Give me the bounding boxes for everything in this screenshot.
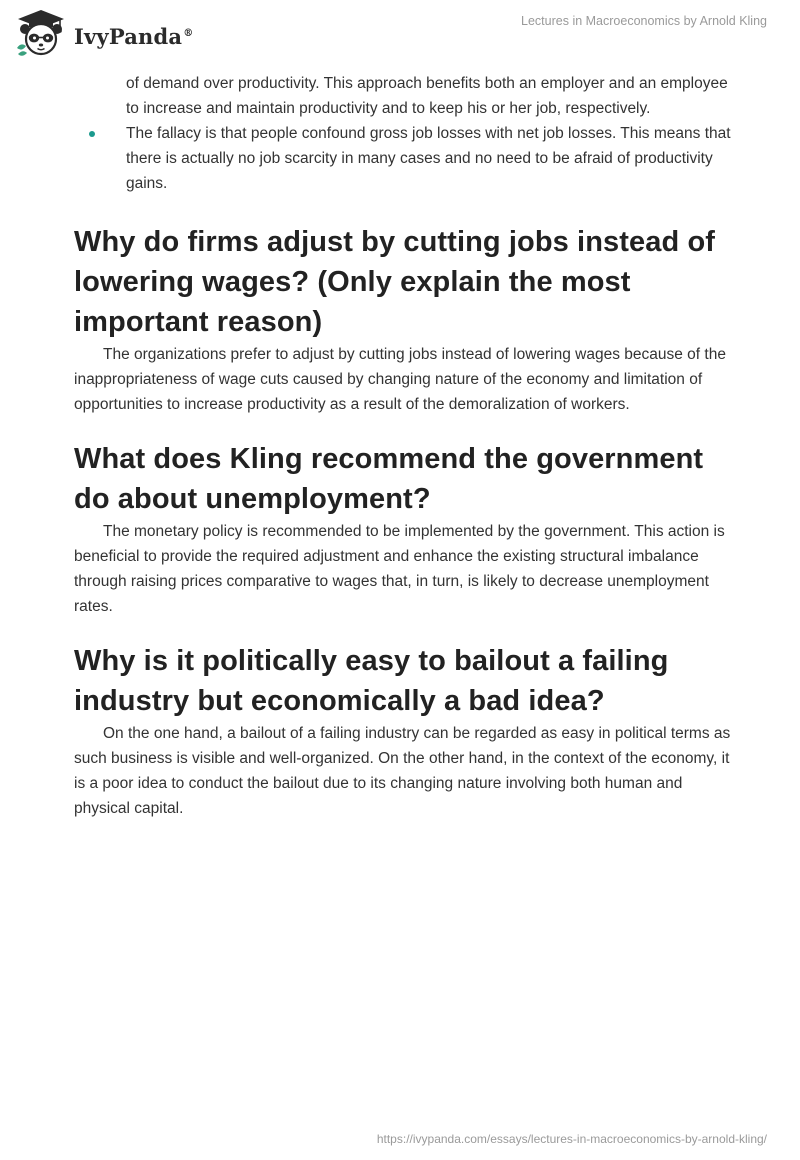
section-heading-job-cuts: Why do firms adjust by cutting jobs instead of lowering wages? (Only explain the most important reason): [74, 226, 716, 338]
ivypanda-logo[interactable]: [14, 8, 193, 58]
panda-graduate-icon: [14, 8, 68, 58]
continued-bullet-text: of demand over productivity. This approach benefits both an employer and an employee to increase and maintain productivity and to keep his or her job, respectively.: [126, 75, 728, 117]
section-body-bailout: On the one hand, a bailout of a failing industry can be regarded as easy in political terms as such business is visible and well-organized. On the other hand, in the context of the economy, it is a poor idea to conduct the bailout due to its changing nature involving both human and physical capital.: [74, 725, 731, 817]
logo-wordmark: IvyPanda®: [74, 23, 194, 49]
bullet-text: The fallacy is that people confound gross job losses with net job losses. This means that there is actually no job scarcity in many cases and no need to be afraid of productivity gains.: [126, 125, 731, 192]
essay-content: [74, 71, 734, 821]
document-title: Lectures in Macroeconomics by Arnold Kling: [521, 14, 767, 28]
page-header: [0, 0, 800, 64]
section-body-job-cuts: The organizations prefer to adjust by cutting jobs instead of lowering wages because of the inappropriateness of wage cuts caused by changing nature of the economy and limitation of opportunities to increase productivity as a result of the demoralization of workers.: [74, 346, 726, 413]
source-url-link[interactable]: https://ivypanda.com/essays/lectures-in-macroeconomics-by-arnold-kling/: [376, 1132, 767, 1146]
section-heading-bailout: Why is it politically easy to bailout a failing industry but economically a bad idea?: [74, 645, 669, 717]
bullet-list: [74, 121, 734, 196]
list-item: [74, 121, 734, 196]
section-heading-government: What does Kling recommend the government do about unemployment?: [74, 443, 704, 515]
bullet-dot-icon: [89, 131, 95, 137]
section-body-government: The monetary policy is recommended to be implemented by the government. This action is beneficial to provide the required adjustment and enhance the existing structural imbalance through raising prices comparative to wages that, in turn, is likely to decrease unemployment rates.: [74, 523, 725, 615]
